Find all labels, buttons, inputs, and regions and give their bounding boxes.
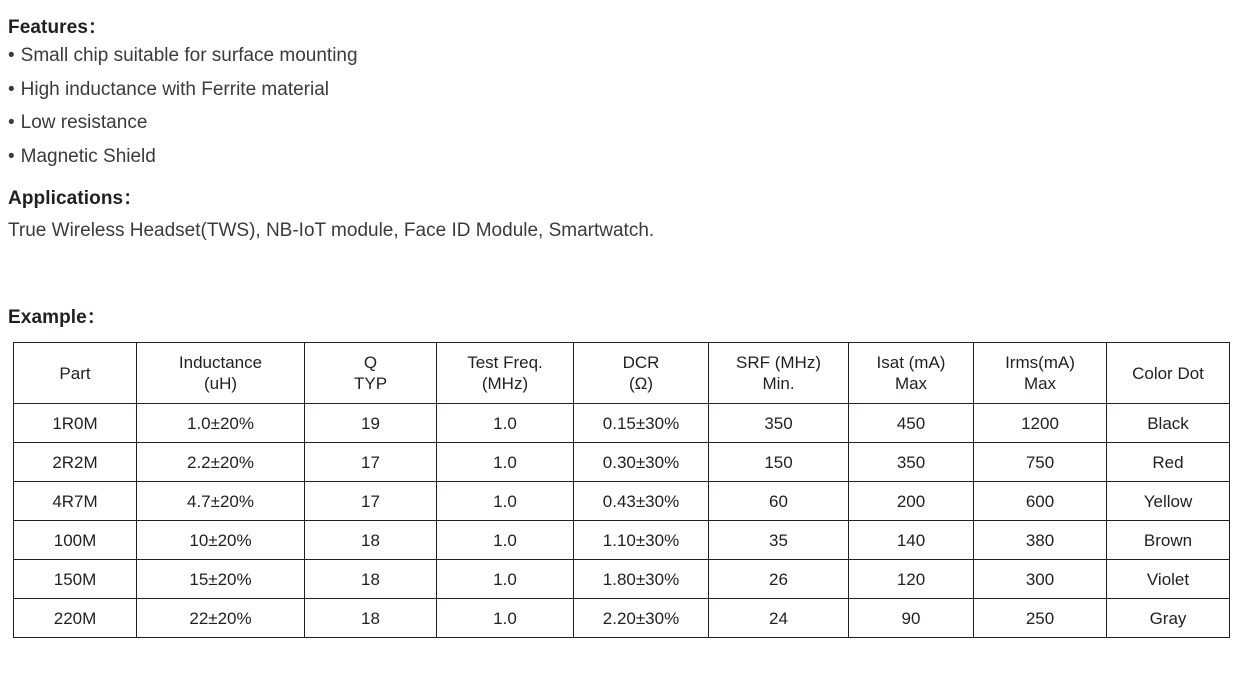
cell-test-freq: 1.0 [437, 599, 574, 638]
cell-color-dot: Red [1107, 443, 1230, 482]
cell-test-freq: 1.0 [437, 560, 574, 599]
cell-irms: 380 [974, 521, 1107, 560]
header-line2: Max [1023, 374, 1057, 394]
table-body [14, 404, 1230, 638]
cell-irms: 250 [974, 599, 1107, 638]
cell-isat: 140 [849, 521, 974, 560]
table-row [14, 482, 1230, 521]
cell-srf: 350 [709, 404, 849, 443]
table-row [14, 443, 1230, 482]
cell-srf: 24 [709, 599, 849, 638]
cell-color-dot: Brown [1107, 521, 1230, 560]
cell-isat: 200 [849, 482, 974, 521]
table-row [14, 599, 1230, 638]
cell-q: 19 [305, 404, 437, 443]
example-heading: Example： [8, 307, 106, 329]
example-section [6, 302, 1234, 638]
cell-q: 17 [305, 482, 437, 521]
cell-q: 18 [305, 560, 437, 599]
cell-part: 2R2M [14, 443, 137, 482]
cell-color-dot: Yellow [1107, 482, 1230, 521]
applications-text: True Wireless Headset(TWS), NB-IoT module, Face ID Module, Smartwatch. [8, 219, 655, 241]
table-head [14, 343, 1230, 404]
cell-q: 18 [305, 521, 437, 560]
cell-q: 18 [305, 599, 437, 638]
cell-part: 150M [14, 560, 137, 599]
column-header-irms [974, 343, 1107, 404]
cell-inductance: 1.0±20% [137, 404, 305, 443]
column-header-test-freq [437, 343, 574, 404]
table-header-row [14, 343, 1230, 404]
cell-isat: 450 [849, 404, 974, 443]
spec-table [13, 342, 1230, 638]
table-row [14, 521, 1230, 560]
header-line1: SRF (MHz) [736, 352, 821, 372]
cell-q: 17 [305, 443, 437, 482]
column-header-q [305, 343, 437, 404]
header-line1: Q [363, 352, 378, 372]
table-row [14, 404, 1230, 443]
column-header-srf [709, 343, 849, 404]
cell-color-dot: Violet [1107, 560, 1230, 599]
features-list [6, 43, 1234, 170]
cell-irms: 600 [974, 482, 1107, 521]
feature-text: Magnetic Shield [20, 145, 156, 167]
features-section [6, 12, 1234, 170]
table-row [14, 560, 1230, 599]
cell-isat: 350 [849, 443, 974, 482]
bullet-icon: • [8, 78, 15, 100]
header-line1: DCR [622, 352, 660, 372]
cell-dcr: 2.20±30% [574, 599, 709, 638]
feature-text: High inductance with Ferrite material [20, 78, 330, 100]
column-header-isat [849, 343, 974, 404]
cell-part: 4R7M [14, 482, 137, 521]
cell-test-freq: 1.0 [437, 521, 574, 560]
cell-isat: 120 [849, 560, 974, 599]
header-line1: Irms(mA) [1005, 352, 1075, 372]
cell-srf: 60 [709, 482, 849, 521]
header-line2: (MHz) [481, 374, 529, 394]
cell-dcr: 0.30±30% [574, 443, 709, 482]
header-line2: Min. [762, 374, 795, 394]
applications-heading: Applications： [8, 187, 143, 209]
bullet-icon: • [8, 145, 15, 167]
cell-inductance: 15±20% [137, 560, 305, 599]
cell-dcr: 0.15±30% [574, 404, 709, 443]
list-item [8, 144, 1234, 170]
header-line1: Isat (mA) [876, 352, 946, 372]
cell-irms: 300 [974, 560, 1107, 599]
cell-isat: 90 [849, 599, 974, 638]
cell-srf: 35 [709, 521, 849, 560]
cell-color-dot: Gray [1107, 599, 1230, 638]
cell-srf: 26 [709, 560, 849, 599]
column-header-color-dot [1107, 343, 1230, 404]
header-line2: TYP [353, 374, 388, 394]
bullet-icon: • [8, 45, 15, 66]
cell-dcr: 1.10±30% [574, 521, 709, 560]
cell-srf: 150 [709, 443, 849, 482]
header-line2: (Ω) [628, 374, 654, 394]
column-header-inductance [137, 343, 305, 404]
cell-irms: 750 [974, 443, 1107, 482]
cell-inductance: 22±20% [137, 599, 305, 638]
header-line1: Test Freq. [467, 352, 543, 372]
feature-text: Low resistance [20, 112, 148, 134]
cell-test-freq: 1.0 [437, 482, 574, 521]
column-header-part [14, 343, 137, 404]
cell-inductance: 10±20% [137, 521, 305, 560]
bullet-icon: • [8, 112, 15, 134]
cell-part: 1R0M [14, 404, 137, 443]
cell-inductance: 4.7±20% [137, 482, 305, 521]
cell-test-freq: 1.0 [437, 404, 574, 443]
cell-dcr: 1.80±30% [574, 560, 709, 599]
cell-inductance: 2.2±20% [137, 443, 305, 482]
header-line1: Inductance [178, 352, 263, 372]
header-line2: Max [894, 374, 928, 394]
cell-irms: 1200 [974, 404, 1107, 443]
applications-section [6, 183, 1234, 244]
header-line2: (uH) [203, 374, 238, 394]
cell-part: 220M [14, 599, 137, 638]
cell-color-dot: Black [1107, 404, 1230, 443]
cell-part: 100M [14, 521, 137, 560]
list-item [8, 110, 1234, 136]
cell-test-freq: 1.0 [437, 443, 574, 482]
cell-dcr: 0.43±30% [574, 482, 709, 521]
column-header-dcr [574, 343, 709, 404]
features-heading: Features： [8, 17, 108, 38]
list-item [8, 77, 1234, 103]
header-line1: Part [59, 363, 91, 383]
spec-table-container [13, 342, 1229, 638]
header-line1: Color Dot [1132, 363, 1204, 383]
list-item [8, 43, 1234, 69]
feature-text: Small chip suitable for surface mounting [20, 45, 358, 66]
